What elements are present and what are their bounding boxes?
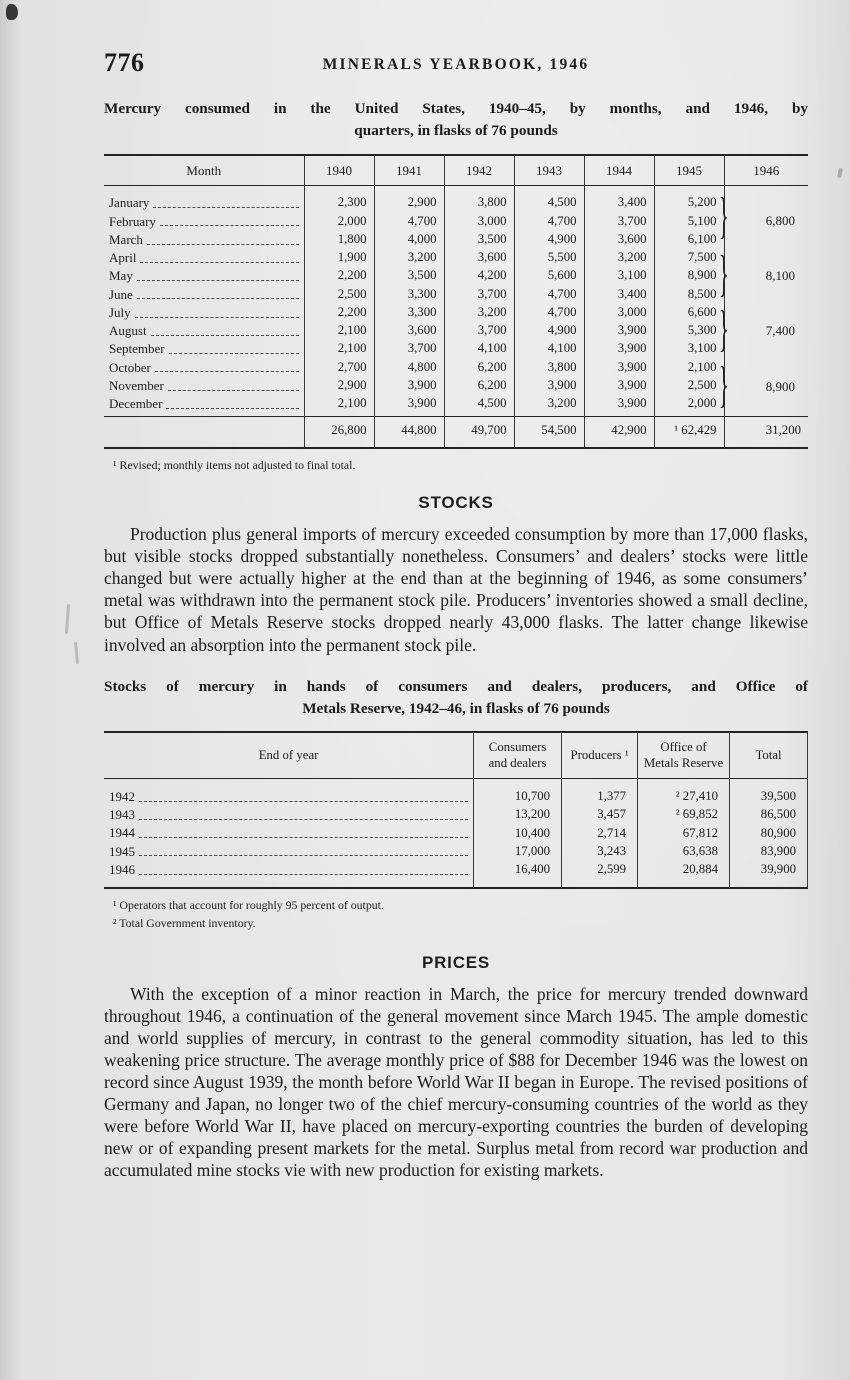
- dotted-leader: [166, 408, 298, 409]
- consumption-value-cell: 3,000: [444, 213, 514, 231]
- quarter-brace: }: [718, 359, 729, 415]
- total-1943: 54,500: [514, 417, 584, 448]
- row-label: November: [109, 377, 164, 393]
- consumption-value-cell: 4,500: [514, 186, 584, 213]
- consumption-value-cell: 3,200: [514, 395, 584, 417]
- consumption-value-cell: 4,700: [514, 213, 584, 231]
- consumption-value-cell: 3,900: [584, 377, 654, 395]
- stocks-value-cell: 39,900: [730, 861, 808, 888]
- consumption-value-cell: 3,800: [514, 359, 584, 377]
- consumption-value-cell: 3,900: [584, 322, 654, 340]
- stocks-table-title: [104, 676, 808, 720]
- consumption-value-cell: 3,800: [444, 186, 514, 213]
- dotted-leader: [139, 874, 468, 875]
- month-cell: [104, 267, 304, 285]
- month-cell: [104, 186, 304, 213]
- stocks-value-cell: 2,714: [562, 824, 638, 842]
- row-label: May: [109, 268, 133, 284]
- row-label: July: [109, 304, 131, 320]
- col-header-1944: 1944: [584, 155, 654, 186]
- row-label: December: [109, 396, 163, 412]
- quarter-value-cell: [718, 303, 808, 359]
- stocks-value-cell: 3,243: [562, 843, 638, 861]
- consumption-value-cell: 3,600: [584, 231, 654, 249]
- year-cell: [104, 824, 474, 842]
- consumption-value-cell: 2,000: [304, 213, 374, 231]
- month-cell: [104, 377, 304, 395]
- consumption-value-cell: 2,100: [304, 395, 374, 417]
- col-header-1940: 1940: [304, 155, 374, 186]
- stocks-value-cell: 67,812: [638, 824, 730, 842]
- consumption-value-cell: 3,300: [374, 304, 444, 322]
- book-title: MINERALS YEARBOOK, 1946: [322, 56, 590, 73]
- month-cell: [104, 213, 304, 231]
- stocks-heading: STOCKS: [418, 493, 494, 513]
- consumption-value-cell: 6,200: [444, 359, 514, 377]
- stocks-value-cell: 3,457: [562, 806, 638, 824]
- consumption-value-cell: 6,100: [654, 231, 724, 249]
- col-header-office-metals-reserve: Office of Metals Reserve: [638, 732, 730, 779]
- consumption-value-cell: 5,200: [654, 186, 724, 213]
- col-header-consumers-dealers: Consumers and dealers: [474, 732, 562, 779]
- consumption-value-cell: 3,200: [584, 249, 654, 267]
- dotted-leader: [153, 207, 298, 208]
- consumption-month-row: [104, 395, 808, 417]
- row-label: 1944: [109, 825, 135, 841]
- consumption-value-cell: 3,900: [374, 377, 444, 395]
- consumption-month-row: [104, 267, 808, 285]
- consumption-value-cell: 2,100: [654, 359, 724, 377]
- stocks-value-cell: 86,500: [730, 806, 808, 824]
- consumption-value-cell: 3,500: [374, 267, 444, 285]
- consumption-value-cell: 3,000: [584, 304, 654, 322]
- consumption-value-cell: 3,700: [444, 322, 514, 340]
- consumption-title-line2: quarters, in flasks of 76 pounds: [354, 122, 558, 140]
- stocks-year-row: [104, 806, 808, 824]
- consumption-value-cell: 3,900: [374, 395, 444, 417]
- month-cell: [104, 286, 304, 304]
- total-1941: 44,800: [374, 417, 444, 448]
- row-label: June: [109, 286, 133, 302]
- col-header-1941: 1941: [374, 155, 444, 186]
- consumption-value-cell: 1,800: [304, 231, 374, 249]
- consumption-month-row: [104, 340, 808, 358]
- stocks-value-cell: 80,900: [730, 824, 808, 842]
- col-header-1945: 1945: [654, 155, 724, 186]
- stocks-title-line2: Metals Reserve, 1942–46, in flasks of 76 pounds: [302, 699, 610, 717]
- consumption-value-cell: 2,000: [654, 395, 724, 417]
- stocks-table-body: [104, 778, 808, 888]
- total-1946: 31,200: [724, 417, 808, 448]
- consumption-value-cell: 3,100: [584, 267, 654, 285]
- stocks-footnote-2: ² Total Government inventory.: [113, 915, 256, 930]
- consumption-value-cell: 4,500: [444, 395, 514, 417]
- stocks-value-cell: ² 27,410: [638, 778, 730, 806]
- consumption-value-cell: 4,100: [514, 340, 584, 358]
- consumption-value-cell: 8,900: [654, 267, 724, 285]
- page-number: 776: [104, 48, 145, 77]
- consumption-value-cell: 4,800: [374, 359, 444, 377]
- stocks-table: [104, 731, 808, 890]
- consumption-value-cell: 6,600: [654, 304, 724, 322]
- dotted-leader: [168, 390, 299, 391]
- consumption-value-cell: 5,600: [514, 267, 584, 285]
- stocks-title-line1: Stocks of mercury in hands of consumers and dealers, producers, and Office of: [104, 677, 808, 695]
- consumption-header-row: [104, 155, 808, 186]
- row-label: September: [109, 341, 165, 357]
- consumption-month-row: [104, 249, 808, 267]
- row-label: March: [109, 231, 143, 247]
- col-header-end-of-year: End of year: [104, 732, 474, 779]
- consumption-value-cell: 7,500: [654, 249, 724, 267]
- row-label: October: [109, 359, 151, 375]
- stocks-value-cell: 20,884: [638, 861, 730, 888]
- year-cell: [104, 861, 474, 888]
- stocks-year-row: [104, 778, 808, 806]
- stocks-year-row: [104, 824, 808, 842]
- month-cell: [104, 304, 304, 322]
- total-1945: ¹ 62,429: [654, 417, 724, 448]
- consumption-month-row: [104, 231, 808, 249]
- stocks-value-cell: 10,700: [474, 778, 562, 806]
- consumption-value-cell: 4,700: [514, 304, 584, 322]
- month-cell: [104, 359, 304, 377]
- quarter-brace: }: [718, 303, 729, 359]
- consumption-footnote: ¹ Revised; monthly items not adjusted to final total.: [113, 458, 356, 473]
- year-cell: [104, 778, 474, 806]
- consumption-month-row: [104, 304, 808, 322]
- month-cell: [104, 395, 304, 417]
- consumption-value-cell: 3,200: [374, 249, 444, 267]
- quarter-value: 6,800: [765, 213, 795, 229]
- dotted-leader: [160, 225, 299, 226]
- consumption-value-cell: 3,900: [584, 340, 654, 358]
- row-label: 1945: [109, 843, 135, 859]
- consumption-value-cell: 1,900: [304, 249, 374, 267]
- consumption-value-cell: 4,200: [444, 267, 514, 285]
- quarter-value-cell: [718, 359, 808, 417]
- col-header-1942: 1942: [444, 155, 514, 186]
- row-label: January: [109, 195, 150, 211]
- stocks-paragraph: Production plus general imports of mercury exceeded consumption by more than 17,000 flasks, but visible stocks dropped substantially nonetheless. Consumers’ and dealers’ stocks were little changed but were actually higher at the end than at the beginning of 1946, as some consumers’ metal was withdrawn into the permanent stock pile. Producers’ inventories showed a small decline, but Office of Metals Reserve stocks dropped nearly 43,000 flasks. The latter change likewise involved an absorption into the permanent stock pile.: [104, 524, 808, 655]
- row-label: April: [109, 250, 137, 266]
- row-label: 1943: [109, 807, 135, 823]
- month-cell: [104, 231, 304, 249]
- consumption-value-cell: 2,700: [304, 359, 374, 377]
- dotted-leader: [139, 837, 468, 838]
- consumption-month-row: [104, 186, 808, 213]
- consumption-value-cell: 5,500: [514, 249, 584, 267]
- dotted-leader: [137, 280, 299, 281]
- consumption-value-cell: 2,100: [304, 322, 374, 340]
- dotted-leader: [155, 371, 299, 372]
- consumption-value-cell: 3,400: [584, 286, 654, 304]
- consumption-value-cell: 6,200: [444, 377, 514, 395]
- consumption-value-cell: 3,500: [444, 231, 514, 249]
- stocks-footnote-1: ¹ Operators that account for roughly 95 percent of output.: [113, 898, 384, 913]
- quarter-value-cell: [718, 186, 808, 249]
- quarter-value-cell: [718, 248, 808, 304]
- consumption-month-row: [104, 322, 808, 340]
- stocks-value-cell: ² 69,852: [638, 806, 730, 824]
- stocks-value-cell: 10,400: [474, 824, 562, 842]
- consumption-value-cell: 2,900: [304, 377, 374, 395]
- stocks-year-row: [104, 861, 808, 888]
- row-label: February: [109, 213, 156, 229]
- row-label: 1942: [109, 788, 135, 804]
- consumption-value-cell: 4,700: [514, 286, 584, 304]
- quarter-brace: }: [718, 189, 729, 245]
- stocks-value-cell: 63,638: [638, 843, 730, 861]
- stocks-value-cell: 17,000: [474, 843, 562, 861]
- consumption-value-cell: 4,900: [514, 322, 584, 340]
- total-1944: 42,900: [584, 417, 654, 448]
- consumption-value-cell: 2,200: [304, 304, 374, 322]
- stocks-value-cell: 2,599: [562, 861, 638, 888]
- consumption-value-cell: 4,700: [374, 213, 444, 231]
- stocks-year-row: [104, 843, 808, 861]
- col-header-month: Month: [104, 155, 304, 186]
- col-header-1946: 1946: [724, 155, 808, 186]
- stocks-table-head: [104, 732, 808, 779]
- month-cell: [104, 249, 304, 267]
- consumption-value-cell: 3,700: [374, 340, 444, 358]
- col-header-1943: 1943: [514, 155, 584, 186]
- col-header-producers: Producers ¹: [562, 732, 638, 779]
- stocks-value-cell: 39,500: [730, 778, 808, 806]
- consumption-value-cell: 3,600: [374, 322, 444, 340]
- consumption-value-cell: 2,500: [304, 286, 374, 304]
- consumption-value-cell: 3,900: [584, 359, 654, 377]
- consumption-value-cell: 4,100: [444, 340, 514, 358]
- consumption-value-cell: 3,200: [444, 304, 514, 322]
- consumption-table-foot: [104, 417, 808, 448]
- consumption-value-cell: 4,000: [374, 231, 444, 249]
- stocks-footnotes: [113, 897, 808, 932]
- dotted-leader: [147, 244, 299, 245]
- consumption-value-cell: 2,500: [654, 377, 724, 395]
- consumption-month-row: [104, 213, 808, 231]
- dotted-leader: [137, 298, 299, 299]
- total-1940: 26,800: [304, 417, 374, 448]
- dotted-leader: [139, 801, 468, 802]
- total-1942: 49,700: [444, 417, 514, 448]
- consumption-value-cell: 8,500: [654, 286, 724, 304]
- consumption-value-cell: 2,200: [304, 267, 374, 285]
- stocks-value-cell: 83,900: [730, 843, 808, 861]
- month-cell: [104, 322, 304, 340]
- quarter-value: 8,100: [765, 267, 795, 283]
- consumption-month-row: [104, 359, 808, 377]
- stocks-value-cell: 13,200: [474, 806, 562, 824]
- row-label: August: [109, 323, 147, 339]
- consumption-value-cell: 3,300: [374, 286, 444, 304]
- consumption-value-cell: 3,700: [444, 286, 514, 304]
- scan-artifact-corner: [6, 4, 18, 20]
- consumption-value-cell: 3,100: [654, 340, 724, 358]
- consumption-month-row: [104, 377, 808, 395]
- consumption-title-line1: Mercury consumed in the United States, 1940–45, by months, and 1946, by: [104, 100, 808, 117]
- quarter-value: 7,400: [765, 322, 795, 338]
- consumption-value-cell: 3,600: [444, 249, 514, 267]
- consumption-value-cell: 2,900: [374, 186, 444, 213]
- col-header-total: Total: [730, 732, 808, 779]
- consumption-value-cell: 5,300: [654, 322, 724, 340]
- month-cell: [104, 340, 304, 358]
- dotted-leader: [140, 262, 298, 263]
- consumption-table-title: [104, 98, 808, 142]
- consumption-value-cell: 3,700: [584, 213, 654, 231]
- consumption-value-cell: 3,400: [584, 186, 654, 213]
- consumption-value-cell: 3,900: [584, 395, 654, 417]
- quarter-brace: }: [718, 248, 729, 304]
- consumption-table-body: [104, 186, 808, 417]
- prices-paragraph: With the exception of a minor reaction in March, the price for mercury trended downward throughout 1946, a continuation of the general movement since March 1945. The ample domestic and world supplies of mercury, in contrast to the general commodity situation, has led to this weakening price structure. The average monthly price of $88 for December 1946 was the lowest on record since August 1939, the month before World War II began in Europe. The revised positions of Germany and Japan, no longer two of the chief mercury-consuming countries of the world as they were before World War II, have placed on mercury-exporting countries the burden of developing new or of expanding present markets for the metal. Surplus metal from record war production and accumulated mine stocks vie with new production for existing markets.: [104, 983, 808, 1180]
- stocks-value-cell: 16,400: [474, 861, 562, 888]
- dotted-leader: [139, 819, 468, 820]
- consumption-value-cell: 4,900: [514, 231, 584, 249]
- consumption-value-cell: 2,100: [304, 340, 374, 358]
- consumption-month-row: [104, 286, 808, 304]
- consumption-value-cell: 3,900: [514, 377, 584, 395]
- prices-heading: PRICES: [421, 952, 491, 972]
- dotted-leader: [135, 317, 299, 318]
- quarter-value: 8,900: [765, 378, 795, 394]
- year-cell: [104, 806, 474, 824]
- totals-empty-cell: [104, 417, 304, 448]
- dotted-leader: [139, 855, 468, 856]
- dotted-leader: [151, 335, 299, 336]
- stocks-header-row: [104, 732, 808, 779]
- consumption-table-head: [104, 155, 808, 186]
- consumption-value-cell: 5,100: [654, 213, 724, 231]
- row-label: 1946: [109, 861, 135, 877]
- stocks-value-cell: 1,377: [562, 778, 638, 806]
- year-cell: [104, 843, 474, 861]
- totals-row: [104, 417, 808, 448]
- consumption-table: [104, 154, 808, 449]
- consumption-value-cell: 2,300: [304, 186, 374, 213]
- dotted-leader: [169, 353, 299, 354]
- page-header: [104, 48, 808, 88]
